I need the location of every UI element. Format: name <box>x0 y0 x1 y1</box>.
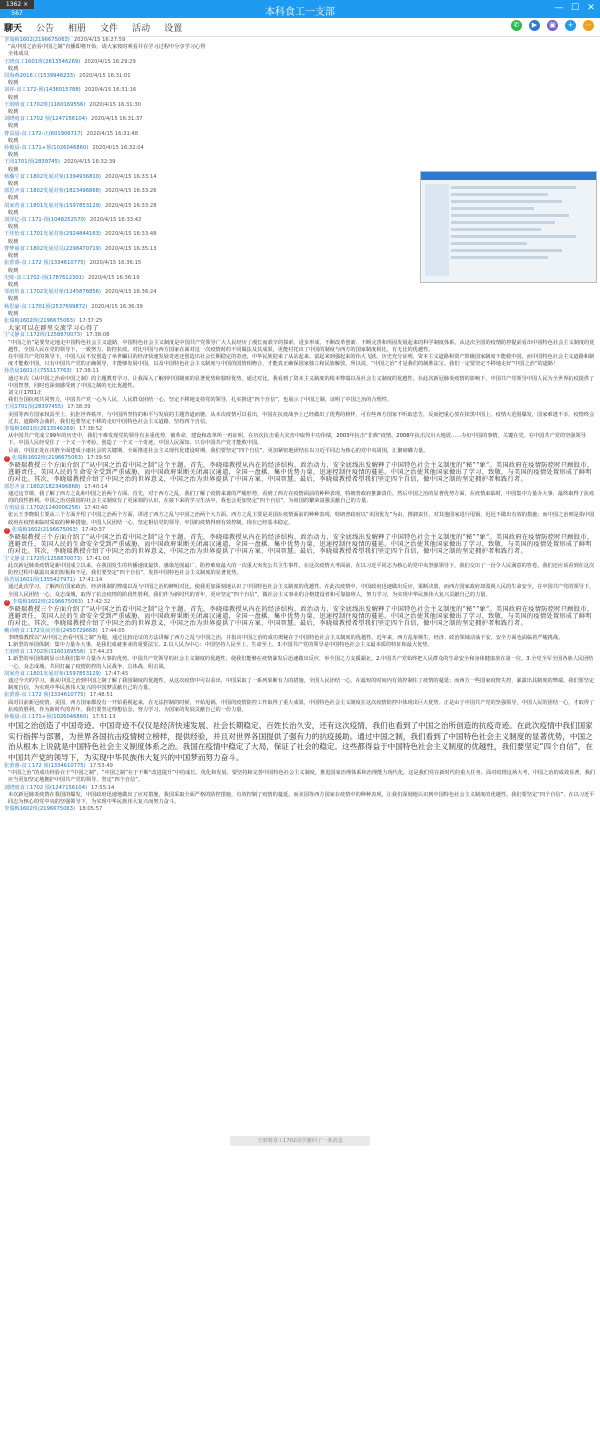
minimize-icon[interactable]: — <box>554 3 564 13</box>
message-text: 通过本次《从中国之治看中国之制》的主题教育学习，让我深入了解到中国制度的显著优势和独特优势。通过对比，我看到了资本主义制度的根本弊端以及社会主义制度的优越性。在此次新冠肺炎疫情的影响下，中国共产党领导中国人民为全世界抗疫提供了中国智慧，同时也深刻感受到了中国之制的无比优越性。 <box>8 375 595 389</box>
sender-name[interactable]: 刘晓雨食工1702 预 <box>4 116 50 123</box>
sender-qq-number[interactable]: (1436015788) <box>43 87 81 94</box>
sender-name[interactable]: 郭思齐食工1802发展对象 <box>4 188 64 195</box>
sender-name[interactable]: 张蕾睿-食工172 预 <box>4 762 49 769</box>
message-text: 本次新冠肺炎疫情在我国的爆发，中国政府迅速地做出了应对措施，我国采取全面严格的防控措施，有效控制了疫情的蔓延。而美国等西方国家在疫情中的种种表现，让我们深刻地认识到中国特色社会主义制度的优越性。我们要坚定“四个自信”，在以习近平同志为核心的党中央的坚强领导下，为实现中华民族伟大复兴而努力奋斗。 <box>8 791 595 805</box>
sender-qq-number[interactable]: (2196675063) <box>45 598 84 605</box>
sender-qq-number[interactable]: (601906717) <box>48 130 83 137</box>
sender-qq-number[interactable]: (1245878856) <box>63 289 101 296</box>
message-text: 收到 <box>8 137 19 144</box>
chat-message <box>0 692 600 714</box>
message-header <box>4 671 596 678</box>
message-text: 收到 <box>8 123 19 130</box>
shared-screenshot-thumbnail[interactable] <box>420 171 597 283</box>
chat-message <box>0 763 600 785</box>
sender-name[interactable]: 周海燕2016工 <box>4 73 38 80</box>
sender-name[interactable]: 杨瀚尘食工1802发展对象 <box>4 173 64 180</box>
sender-qq-number[interactable]: (1355427971) <box>37 577 76 584</box>
message-header <box>4 159 596 166</box>
sender-name[interactable]: 胡家萱食工1801发展对象 <box>4 202 64 209</box>
chat-message <box>0 785 600 807</box>
window-titlebar <box>0 0 600 18</box>
message-text: 从中国共产党成立99年的历史中，我们不难发现党的领导有多重优势，被革命、建设和改革所一再证明。在历次抗击重大灾害中取得丰功伟绩，2003年抗击“非典”疫情、2008年抗击汶川大地震……办好中国的事情，关键在党。在中国共产党的坚强领导下，中国人民经受住了一个又一个考验，创造了一个又一个奇迹，中国人民深知，只有中国共产党才能救中国。 <box>8 433 586 447</box>
chat-message <box>0 628 600 650</box>
chat-message <box>0 289 600 303</box>
group-tabbar <box>0 18 600 37</box>
chat-message <box>0 116 600 130</box>
sender-name[interactable]: 胡家萱食工1801发展对象 <box>4 670 64 677</box>
chat-message <box>0 37 600 59</box>
message-text: 收到 <box>8 238 19 245</box>
chat-message <box>0 671 600 693</box>
message-text: 全体成员 <box>8 51 29 58</box>
sender-name[interactable]: 王雨晴食工1702班 <box>4 101 49 108</box>
sender-name[interactable]: 史陈-食工1702-预 <box>4 274 47 281</box>
message-time: 17:37:25 <box>79 317 103 324</box>
message-header <box>4 145 596 152</box>
message-time: 17:40:14 <box>84 483 108 490</box>
chat-toolbar <box>511 20 594 31</box>
send-failed-icon[interactable]: ! <box>4 456 10 462</box>
message-header <box>4 484 596 491</box>
message-header <box>4 116 596 123</box>
message-text: 收到 <box>8 224 19 231</box>
message-text: 在中国共产党的领导下，中国人民不仅创造了举世瞩目的经济快速发展奇迹还创造出社会长期稳定的奇迹，中华民族迎来了从站起来、富起来到强起来的伟大飞跃。历史充分证明，资本主义道路和资产阶级国家制度不能救中国，而中国特色社会主义道路和制度才能救中国，只有中国共产党的正确领导，才能够发展中国，以及中国特色社会主义制度与中国的国情相吻合，才能真正确保国家独立和民族解放。所以说，“中国之治”才是我们的制胜法宝。我们一定要坚定不移地走好“中国之治”的道路！ <box>8 353 595 368</box>
sender-qq-number[interactable]: (28397455) <box>32 404 64 411</box>
message-time: 2020/4/15 16:32:39 <box>63 159 116 166</box>
sender-name[interactable]: 方雨晨食工1702 <box>4 505 44 512</box>
chat-message <box>0 577 600 599</box>
window-title: 本科食工一支部 <box>265 7 335 18</box>
sender-qq-number[interactable]: (1026046860) <box>51 145 89 152</box>
add-member-icon[interactable]: + <box>565 20 576 31</box>
chat-message <box>0 426 600 455</box>
message-time: 2020/4/15 16:31:16 <box>84 87 137 94</box>
sender-qq-number[interactable]: (1334610775) <box>48 762 86 769</box>
message-time: 2020/4/15 16:32:04 <box>92 145 144 152</box>
screen-share-icon[interactable]: ▣ <box>547 20 558 31</box>
message-text: 收到 <box>8 296 19 303</box>
tab-announcement[interactable]: 公告 <box>36 24 55 34</box>
sender-name[interactable]: 孙浩晨1601正 <box>4 368 38 375</box>
sender-qq-number[interactable]: (2613546269) <box>37 425 76 432</box>
message-time: 2020/4/15 16:36:24 <box>104 289 157 296</box>
message-text: 目前，中国正处在决胜全面建成小康社会的关键期，全面推进社会主义现代化建设时期，我们要坚定“四个自信”，更加紧密地团结在以习近平同志为核心的党中央周围，汇聚磅礴力量。 <box>8 447 429 454</box>
sender-name[interactable]: 张瑞梅1602班 <box>4 317 38 324</box>
message-header <box>4 785 596 792</box>
message-text: 李晓瑞教授三个方面介绍了“从中国之治看中国之制”这个主题。首先，李晓瑞教授从内在的经济结构、政治动力、安全底线出发解释了中国特色社会主义制度的“秘”“象”。美国政府在疫情防控时只顾股市、逃避责任，美国人民的生命安全受到严重威胁，而中国政府果断关闭离汉通道，全国一盘棋、集中优势力量，迅速控制住疫情的蔓延。中国之治使其他国家做出了学习、致敬，与美国的疫情处置形成了鲜明的对比。其次，李晓瑞教授介绍了中国之治的世界意义，中国之治为世界提供了中国方案、中国智慧。最后，李晓瑞教授希望我们坚定四个自信，做中国之制的坚定拥护者和践行者。 <box>8 606 594 628</box>
message-time: 17:44:23 <box>89 649 113 656</box>
sender-qq-number[interactable]: (2839745) <box>32 159 60 166</box>
message-time: 17:38:52 <box>79 425 103 432</box>
message-text: 收到 <box>8 181 19 188</box>
sender-name[interactable]: 张蕾睿-食工172 预 <box>4 260 49 267</box>
chat-message <box>0 527 600 556</box>
sender-qq-number[interactable]: (2196675063) <box>32 37 70 43</box>
chat-message <box>0 649 600 671</box>
message-text: 刘文庄1701正 <box>8 389 42 396</box>
sender-name[interactable]: 邹雨彤食工1702发展对象 <box>4 289 64 296</box>
sender-name[interactable]: 孙俊晨-食工171+预 <box>4 714 52 721</box>
message-header <box>4 692 596 699</box>
message-text: 我们全国抗疫共同努力，中国共产党一心为人民，人民群众团结一心，坚定不移地支持党的领导，扎实推进“四个自信”，也展示了中国之制，证明了中国之治的合理性。 <box>8 397 393 404</box>
screen-size-badge: 1362 × 567 <box>0 0 34 9</box>
message-time: 17:38:11 <box>75 368 100 375</box>
sender-name[interactable]: 王晓食工1601班 <box>4 58 44 65</box>
sender-name[interactable]: 曹梦丽食工1802发展党员 <box>4 245 64 252</box>
message-time: 17:44:05 <box>101 627 125 634</box>
message-time: 2020/4/15 16:31:30 <box>89 101 141 108</box>
sender-qq-number[interactable]: (1823496868) <box>43 483 81 490</box>
message-header <box>4 527 596 534</box>
message-text: 收到 <box>8 209 19 216</box>
message-header <box>4 304 596 311</box>
message-text: “从中国之治看中国之制”直播即将开始，请大家按时观看并在学习过程中分享学习心得 <box>8 44 206 51</box>
sender-qq-number[interactable]: (2196675063) <box>37 806 76 813</box>
sender-qq-number[interactable]: (1247156104) <box>49 116 88 123</box>
message-time: 17:38:08 <box>86 332 110 339</box>
thumbnail-content-lines <box>451 186 590 263</box>
sender-qq-number[interactable]: (1597853129) <box>63 670 101 677</box>
tab-activity[interactable]: 活动 <box>132 24 151 34</box>
chat-message <box>0 368 600 404</box>
sender-name[interactable]: 王雨晴食工1702班 <box>4 649 49 656</box>
sender-qq-number[interactable]: (1160169556) <box>48 649 86 656</box>
message-text: 收到 <box>8 281 19 288</box>
message-time: 2020/4/15 16:33:14 <box>104 173 157 180</box>
message-time: 2020/4/15 16:31:48 <box>86 130 139 137</box>
message-time: 2020/4/15 16:36:19 <box>87 274 140 281</box>
chat-message <box>0 484 600 506</box>
message-header <box>4 806 596 813</box>
message-text: 美国等西方国家权益至上，抗拒世界秩序，与中国所坚持的和平与发展的主题背道而驰。从本次疫情可以看出，中国在抗疫战争上已经做出了优秀的榜样，可有些西方国家不听取忠告，反而把重心放在抹黑中国上，疫情大范围爆发，国家难逃不幸。疫情终会过去，道路终会曲折，我们也要坚定不移的走好中国特色社会主义道路，坚持四个自信。 <box>8 411 595 425</box>
chat-message <box>0 332 600 368</box>
sender-name[interactable]: 宁文静食工172班 <box>4 332 46 339</box>
chat-message <box>0 102 600 116</box>
window-controls <box>554 3 596 14</box>
sender-name[interactable]: 曹益晨-食工172-正 <box>4 130 49 137</box>
message-text: 1.新型的举国体制：集中力量办大事，是我们成就事业的重要法宝。2.以人民为中心：中国坚持人民至上、生命至上。3.中国共产党的领导是中国特色社会主义最本质的特征和最大优势。 <box>8 642 433 649</box>
message-text: 大家可以在群里交流学习心得了 <box>8 325 99 333</box>
message-time: 2020/4/15 16:35:13 <box>104 245 157 252</box>
thumbnail-sidebar <box>425 184 449 276</box>
message-text: 通过这节课，我了解了西方之乱和中国之治两个方面。首先，对于西方之乱，我们了解了疫情来袭的严峻形势，看到了西方在疫情面前的种种表现，特朗普政府推卸责任。然后中国之治的显著优势方面，在疫情来临时，中国集中力量办大事，最终取得了抗疫的阶段性胜利。中国之治对我国的社会主义制度有了更深刻的认识，在接下来的学习生活中，我也会更加坚定“四个自信”，为祖国的繁荣富强贡献自己的力量。 <box>8 490 595 504</box>
message-time: 2020/4/15 16:33:28 <box>104 202 157 209</box>
sender-qq-number[interactable]: (2196675063) <box>40 526 78 533</box>
message-text: 收到 <box>8 80 19 87</box>
message-time: 2020/4/15 16:33:26 <box>104 188 157 195</box>
message-text: 1.新型的举国体制显示出我们集中力量办大事的优势。中国共产党领导的社会主义制度的优越性，使我们能够在疫情暴发后迅速做出反应，举全国之力支援湖北。2.中国共产党始终把人民群众的生命安全和身体健康放在第一位。3.全党全军全国各族人民团结一心，众志成城，共同打赢了疫情防控的人民战争、总体战、阻击战。 <box>8 656 594 670</box>
message-text: 收到 <box>8 152 19 159</box>
message-text: 通过今天的学习，我从中国之治到中国之制了解了我国制度的优越性。从这次疫情中可以看出，中国采取了一系列果断有力的措施，全国人民团结一心，在最短的时间内有效控制住了疫情的蔓延；而西方一些国家疫情失控，暴露出其制度的弊端。我们要坚定制度自信，为实现中华民族伟大复兴的中国梦贡献自己的力量。 <box>8 678 595 692</box>
tab-settings[interactable]: 设置 <box>164 24 183 34</box>
message-time: 17:41:14 <box>79 577 103 584</box>
chat-message <box>0 505 600 527</box>
message-time: 17:40:37 <box>81 526 106 533</box>
more-apps-icon[interactable]: ⋯ <box>585 21 592 29</box>
sender-qq-number[interactable]: (1247156104) <box>49 784 88 791</box>
sender-qq-number[interactable]: (1539948233) <box>37 73 76 80</box>
chat-message <box>0 59 600 73</box>
sender-name[interactable]: 张瑞梅1602班 <box>12 454 46 461</box>
message-time: 17:48:51 <box>89 692 113 699</box>
video-call-icon[interactable]: ▶ <box>529 20 540 31</box>
message-header <box>4 332 596 339</box>
message-header <box>4 87 596 94</box>
chat-message <box>0 599 600 628</box>
message-header <box>4 556 596 563</box>
message-header <box>4 368 596 375</box>
chat-message <box>0 455 600 484</box>
sender-qq-number[interactable]: (1026046860) <box>51 714 89 721</box>
sender-name[interactable]: 刘晓雨食工1702 预 <box>4 784 50 791</box>
sender-name[interactable]: 张瑞梅1602 <box>12 526 41 533</box>
tab-chat[interactable]: 聊天 <box>4 24 23 34</box>
sender-name[interactable]: 孙俊晨-食工171+预 <box>4 145 52 152</box>
message-text: 李晓瑞教授三个方面介绍了“从中国之治看中国之制”这个主题。首先，李晓瑞教授从内在的经济结构、政治动力、安全底线出发解释了中国特色社会主义制度的“秘”“象”。美国政府在疫情防控时只顾股市、逃避责任，美国人民的生命安全受到严重威胁，而中国政府果断关闭离汉通道，全国一盘棋、集中优势力量，迅速控制住疫情的蔓延。中国之治使其他国家做出了学习、致敬，与美国的疫情处置形成了鲜明的对比。其次，李晓瑞教授介绍了中国之治的世界意义，中国之治为世界提供了中国方案、中国智慧。最后，李晓瑞教授希望我们坚定四个自信，做中国之制的坚定拥护者和践行者。 <box>8 461 594 484</box>
sender-qq-number[interactable]: (1334610775) <box>48 692 86 699</box>
sender-name[interactable]: 刘祥-食工172-预 <box>4 87 44 94</box>
sender-name[interactable]: 赖诗晴食工172发展对象 <box>4 627 61 634</box>
chat-message <box>0 806 600 813</box>
send-failed-icon[interactable]: ! <box>4 600 10 606</box>
sender-qq-number[interactable]: (1258870073) <box>45 555 83 562</box>
message-text: 收到 <box>8 166 19 173</box>
message-time: 2020/4/15 16:31:01 <box>79 73 131 80</box>
sender-qq-number[interactable]: (1240006256) <box>43 505 81 512</box>
chat-message <box>0 145 600 159</box>
sender-name[interactable]: 刘泽亿-食工171-预 <box>4 217 49 224</box>
chat-message <box>0 131 600 145</box>
message-header <box>4 73 596 80</box>
sender-qq-number[interactable]: (2613546269) <box>43 58 81 65</box>
sender-name[interactable]: 王同1701预 <box>4 404 33 411</box>
message-text: 中国之治创造了中国奇迹。中国奇迹不仅仅是经济快速发展、社会长期稳定、百姓长治久安，还有这次疫情，我们也看到了中国之治所创造的抗疫奇迹。在此次疫情中我们国家实行指挥与部署，为世界各国抗击疫情树立榜样，提供经验，并且对世界各国提供了强有力的抗疫援助。通过中国之制，我们看到了中国特色社会主义制度的显著优势，中国之治从根本上说就是中国特色社会主义制度体系之治。我国在疫情中稳定了大局，保证了社会的稳定。这些都得益于中国特色社会主义制度的优越性，我们要坚定“四个自信”，在中国共产党的领导下，为实现中华民族伟大复兴的中国梦而努力奋斗。 <box>8 721 593 762</box>
message-text: 收到 <box>8 109 19 116</box>
message-text: 通过此次学习，了解西方国家政治、经济体制的弊端以及与中国之治的鲜明对比，使我更加深刻地认识了中国特色社会主义制度的优越性。在此次疫情中，中国政府迅速做出反应，果断决策，而西方国家政府却漠视人民的生命安全。在中国共产党的领导下，全国人民团结一心，众志成城，取得了抗击疫情的阶段性胜利。我们作为新时代的青年，更应坚定“四个自信”，做社会主义事业的合格建设者和可靠接班人，努力学习，为实现中华民族伟大复兴贡献自己的力量。 <box>8 584 595 598</box>
sender-qq-number[interactable]: (1823496868) <box>63 188 101 195</box>
sender-name[interactable]: 宁文静食工172班 <box>4 555 46 562</box>
message-time: 17:38:39 <box>67 404 91 411</box>
message-time: 17:40:40 <box>84 505 108 512</box>
sender-qq-number[interactable]: (1048252570) <box>48 217 86 224</box>
message-text: “中国之治”的成功经验在于“中国之制”，“中国之制”在于不断“改进提升”中的成长。优化和发展，要坚持和完善中国特色社会主义制度，推进国家治理体系和治理能力现代化，这是我们党在新时代的重大任务。面对疫情这场大考，中国之治的成效显著，我们应当更加坚定地拥护中国共产党的领导，坚定“四个自信”。 <box>8 770 595 784</box>
chat-message <box>0 556 600 578</box>
message-time: 2020/4/15 16:31:37 <box>91 116 143 123</box>
send-failed-icon[interactable]: ! <box>4 528 10 534</box>
chat-message <box>0 714 600 763</box>
message-text: 收到 <box>8 94 19 101</box>
maximize-icon[interactable]: ☐ <box>570 3 580 13</box>
message-text: 收到 <box>8 310 19 317</box>
sender-name[interactable]: 郭思齐食工1802 <box>4 483 44 490</box>
sender-qq-number[interactable]: (1394936810) <box>63 173 101 180</box>
sender-qq-number[interactable]: (2450729668) <box>60 627 98 634</box>
message-text: “中国之治”是要坚定地走中国特色社会主义道路，中国特色社会主义制度是中国共产党领导广大人民经历了漫长而艰辛的探索、进步形成、不断改革创新、不断完善和巩固发展起来的科学制度体系。从这次全国的疫情防控提前看出中国特色社会主义制度的优越性，全国人民在党的领导下，一致努力，防控抗疫。对比中国与西方国家在面对这一次疫情时的不同做法及其成果，更能衬托出了中国的制度与西方的国家制度相比，有无比的优越性。 <box>8 339 595 353</box>
recall-notice: 王雨晴食工1702同学撤回了一条消息 <box>230 1136 370 1146</box>
message-time: 17:55:14 <box>91 784 115 791</box>
sender-name[interactable]: 张蕾睿-食工172 预 <box>4 692 49 699</box>
tab-album[interactable]: 相册 <box>68 24 87 34</box>
sender-name[interactable]: 王同1701预 <box>4 159 33 166</box>
group-tabs <box>4 21 182 34</box>
message-header <box>4 289 596 296</box>
thumbnail-header-bar <box>421 172 596 180</box>
message-text: 面对目前新冠疫情，美国、西方国家都没有一开始重视起来，在无法控制的时候，开始甩锅。中国的疫情防控工作取得了重大成果，中国特色社会主义制度在这次疫情防控中体现出巨大优势。正是由于中国共产党的坚强领导，中国人民的团结一心，才取得了抗疫的胜利。作为新时代的青年，我们要坚定理想信念，努力学习，为国家的发展贡献自己的一份力量。 <box>8 699 595 713</box>
message-header <box>4 404 596 411</box>
message-text: 此次新冠肺炎疫情是新中国成立以来，在我国发生的传播速度最快、感染范围最广、防控难度最大的一次重大突发公共卫生事件。在这次疫情大考面前，在以习近平同志为核心的党中央坚强领导下，我们交出了一份令人民满意的答卷。我们还应该看到在这次防控过程中暴露出来的短板和不足，我们要坚定“四个自信”，发挥中国特色社会主义制度的显著优势。 <box>8 562 595 577</box>
chat-message <box>0 73 600 87</box>
sender-qq-number[interactable]: (2196675063) <box>45 454 84 461</box>
sender-qq-number[interactable]: (1597853129) <box>63 202 101 209</box>
message-time: 17:41:00 <box>86 555 110 562</box>
message-header <box>4 628 596 635</box>
message-time: 17:47:45 <box>104 670 129 677</box>
message-text: 李晓瑞教授三个方面介绍了“从中国之治看中国之制”这个主题。首先，李晓瑞教授从内在的经济结构、政治动力、安全底线出发解释了中国特色社会主义制度的“秘”“象”。美国政府在疫情防控时只顾股市、逃避责任，美国人民的生命安全受到严重威胁，而中国政府果断关闭离汉通道，全国一盘棋、集中优势力量，迅速控制住疫情的蔓延。中国之治使其他国家做出了学习、致敬，与美国的疫情处置形成了鲜明的对比。其次，李晓瑞教授介绍了中国之治的世界意义，中国之治为世界提供了中国方案、中国智慧。最后，李晓瑞教授希望我们坚定四个自信，做中国之制的坚定拥护者和践行者。 <box>8 534 594 556</box>
sender-qq-number[interactable]: (2537699872) <box>50 303 88 310</box>
sender-name[interactable]: 李瑞梅1602 <box>4 37 33 43</box>
message-time: 17:39:50 <box>87 454 111 461</box>
close-icon[interactable]: ✕ <box>587 3 595 13</box>
message-time: 2020/4/15 16:36:39 <box>91 303 143 310</box>
message-text: 收到 <box>8 253 19 260</box>
sender-qq-number[interactable]: (2196675063) <box>37 317 76 324</box>
sender-name[interactable]: 李瑞梅1601班 <box>4 425 38 432</box>
message-time: 18:05:57 <box>79 806 103 813</box>
sender-qq-number[interactable]: (1258870073) <box>45 332 83 339</box>
message-time: 2020/4/15 16:27:59 <box>73 37 126 43</box>
message-time: 17:51:13 <box>92 714 116 721</box>
chat-message <box>0 304 600 318</box>
message-header <box>4 102 596 109</box>
message-time: 2020/4/15 16:33:42 <box>89 217 142 224</box>
sender-qq-number[interactable]: (1787612301) <box>46 274 84 281</box>
message-header <box>4 599 596 606</box>
tab-files[interactable]: 文件 <box>100 24 119 34</box>
sender-qq-number[interactable]: (1160169556) <box>48 101 86 108</box>
message-text: 收到 <box>8 195 19 202</box>
sender-name[interactable]: 杨思豪-食工1701预 <box>4 303 51 310</box>
message-time: 2020/4/15 16:36:15 <box>89 260 142 267</box>
sender-qq-number[interactable]: (1334610775) <box>48 260 86 267</box>
message-header <box>4 131 596 138</box>
sender-name[interactable]: 王佳怡食工1701发展对象 <box>4 231 64 238</box>
message-text: 李晓瑞教授以“从中国之治看中国之制”为题，通过比较论证的方法讲解了西方之乱与中国之治，并指出中国之治的成功奥秘在于中国特色社会主义制度的优越性。近年来，西方乱象频生，经济、政治领域动荡不安，安全方面也面临着严峻挑战。 <box>8 634 564 641</box>
sender-name[interactable]: 李瑞梅1602班 <box>4 806 38 813</box>
chat-message <box>0 87 600 101</box>
message-time: 2020/4/15 16:29:29 <box>84 58 136 65</box>
message-text: 收到 <box>8 65 19 72</box>
sender-name[interactable]: 李瑞梅1602班 <box>12 598 46 605</box>
sender-name[interactable]: 孙浩晨1601预 <box>4 577 38 584</box>
message-text: 张云王李晓娟主要从三个方面介绍了中国之治两个方面，讲述了西方之乱与中国之治两个大方面。西方之乱主要是美国在疫情面前的种种表现，特朗普政府以“美国优先”为由，推卸责任，对其他国家进行甩锅，迟迟不做出有效的措施；而中国之治则是指中国政府在疫情来临时采取的种种措施。中国人民团结一心，坚定相信党的领导，中国的疫情得到有效控制，现在已经基本稳定。 <box>8 512 595 526</box>
message-header <box>4 59 596 66</box>
message-time: 2020/4/15 16:33:48 <box>104 231 157 238</box>
message-text: 收到 <box>8 267 19 274</box>
sender-qq-number[interactable]: (2924844163) <box>63 231 101 238</box>
message-time: 17:53:49 <box>89 762 113 769</box>
voice-call-icon[interactable]: ✆ <box>511 20 522 31</box>
message-header <box>4 455 596 462</box>
sender-qq-number[interactable]: (2298470719) <box>63 245 101 252</box>
chat-message <box>0 404 600 426</box>
sender-qq-number[interactable]: (755117763) <box>37 368 72 375</box>
chat-message <box>0 318 600 332</box>
message-time: 17:42:32 <box>87 598 111 605</box>
